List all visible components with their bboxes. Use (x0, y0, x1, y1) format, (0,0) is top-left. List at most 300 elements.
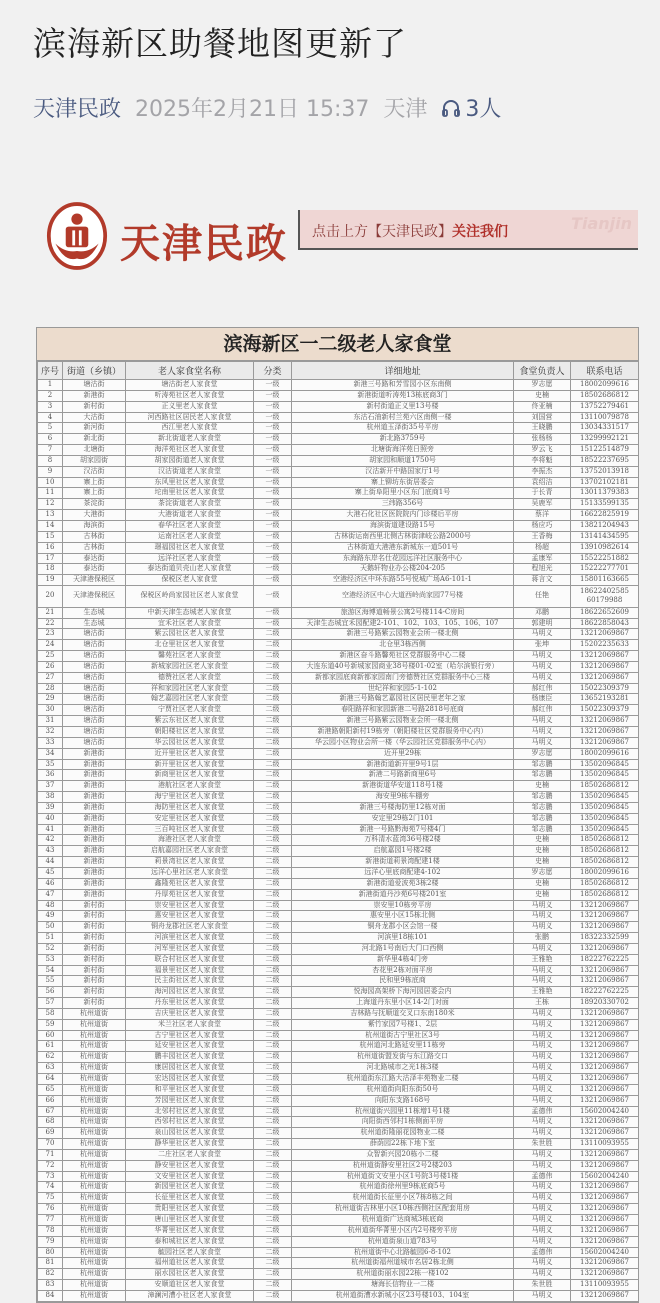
col-index-cell: 64 (38, 1074, 63, 1085)
col-phone-cell: 15202235633 (571, 640, 639, 651)
col-canteen-name-cell: 启航嘉园社区老人家食堂 (126, 846, 254, 857)
col-address-cell: 天鹅轩物业办公楼204-205 (292, 564, 514, 575)
col-index-cell: 84 (38, 1290, 63, 1301)
col-level-cell: 二级 (254, 922, 292, 933)
col-level-cell: 二级 (254, 867, 292, 878)
col-canteen-name-cell: 新开里社区老人家食堂 (126, 759, 254, 770)
col-address-cell: 杭州道街静安里社区2号2楼203 (292, 1160, 514, 1171)
table-row (38, 759, 639, 770)
col-level-cell: 二级 (254, 1258, 292, 1269)
table-row (38, 846, 639, 857)
col-manager-cell: 马明义 (514, 1117, 571, 1128)
col-canteen-name-cell: 贵阳里社区老人家食堂 (126, 1204, 254, 1215)
table-row (38, 1280, 639, 1291)
table-row (38, 629, 639, 640)
col-index-cell: 70 (38, 1139, 63, 1150)
col-canteen-name-cell: 祥和家园社区老人家食堂 (126, 683, 254, 694)
col-level-cell: 二级 (254, 748, 292, 759)
col-manager-cell: 马明义 (514, 737, 571, 748)
col-level-cell: 一级 (254, 390, 292, 401)
col-manager-cell: 罗志愿 (514, 748, 571, 759)
col-manager-cell: 马明义 (514, 1290, 571, 1301)
col-level-cell: 一级 (254, 586, 292, 608)
table-row (38, 857, 639, 868)
table-row (38, 824, 639, 835)
col-level-cell: 一级 (254, 499, 292, 510)
col-address-cell: 新港街道丹沙苑6号楼201室 (292, 889, 514, 900)
col-index-cell: 30 (38, 705, 63, 716)
col-street-cell: 杭州道街 (63, 1128, 126, 1139)
col-phone-cell: 13212069867 (571, 1008, 639, 1019)
table-row (38, 1214, 639, 1225)
col-manager-cell: 蒋言文 (514, 575, 571, 586)
col-street-cell: 新港街 (63, 813, 126, 824)
col-manager-cell: 蔡洋 (514, 510, 571, 521)
col-manager-cell: 马明义 (514, 1052, 571, 1063)
col-street-cell: 新港街 (63, 835, 126, 846)
col-street-cell: 杭州道街 (63, 1106, 126, 1117)
col-address-cell: 杭州道街向阳东街50号 (292, 1084, 514, 1095)
col-street-cell: 新村街 (63, 922, 126, 933)
table-row (38, 737, 639, 748)
col-manager-cell: 史楠 (514, 835, 571, 846)
follow-prefix: 点击上方【天津民政】 (312, 224, 452, 240)
table-row (38, 792, 639, 803)
col-street-cell: 胡家园街 (63, 455, 126, 466)
col-street-cell: 杭州道街 (63, 1019, 126, 1030)
col-index-cell: 4 (38, 412, 63, 423)
col-street-cell: 泰达街 (63, 553, 126, 564)
col-phone-cell: 16622825919 (571, 510, 639, 521)
col-manager-cell: 马明义 (514, 1041, 571, 1052)
col-index-cell: 2 (38, 390, 63, 401)
col-canteen-name-cell: 新商里社区老人家食堂 (126, 770, 254, 781)
col-address-cell: 杭州道街漕水新城小区23号楼103、104室 (292, 1290, 514, 1301)
col-level-cell: 一级 (254, 510, 292, 521)
col-canteen-name-cell: 民主街社区老人家食堂 (126, 976, 254, 987)
col-manager-cell: 杨应巧 (514, 520, 571, 531)
listen-button[interactable] (441, 92, 501, 123)
col-street-cell: 塘沽街 (63, 716, 126, 727)
col-phone-cell: 13212069867 (571, 716, 639, 727)
col-phone-cell: 18002099616 (571, 748, 639, 759)
col-address-cell: 新港街道莉景湾配建1楼 (292, 857, 514, 868)
table-row (38, 1084, 639, 1095)
col-manager-cell: 罗志愿 (514, 867, 571, 878)
col-street-cell: 新港街 (63, 802, 126, 813)
col-index-cell: 37 (38, 781, 63, 792)
col-canteen-name-cell: 新北街道老人家食堂 (126, 434, 254, 445)
col-canteen-name-cell: 海防里社区老人家食堂 (126, 802, 254, 813)
col-canteen-name-cell: 古宁里社区老人家食堂 (126, 1030, 254, 1041)
col-phone-cell: 15022309379 (571, 683, 639, 694)
col-address-cell: 东沽石油新村兰苑六区南侧一楼 (292, 412, 514, 423)
col-index-cell: 25 (38, 651, 63, 662)
col-phone-cell: 13502096845 (571, 813, 639, 824)
col-level-cell: 二级 (254, 889, 292, 900)
col-manager-cell: 马明义 (514, 1063, 571, 1074)
col-manager-cell: 史楠 (514, 878, 571, 889)
col-phone-cell: 13212069867 (571, 651, 639, 662)
table-row (38, 586, 639, 608)
article-date: 2025年2月21日 15:37 (135, 97, 370, 122)
col-index-cell: 38 (38, 792, 63, 803)
col-manager-cell: 史楠 (514, 889, 571, 900)
col-street-cell: 塘沽街 (63, 705, 126, 716)
article-source[interactable]: 天津民政 (33, 97, 122, 122)
table-row (38, 1052, 639, 1063)
col-phone-cell: 18502686812 (571, 878, 639, 889)
table-row (38, 705, 639, 716)
col-canteen-name-cell: 正义里老人家食堂 (126, 401, 254, 412)
col-street-cell: 汉沽街 (63, 466, 126, 477)
col-level-cell: 二级 (254, 1074, 292, 1085)
table-row (38, 553, 639, 564)
col-phone-cell: 13212069867 (571, 922, 639, 933)
col-index-cell: 69 (38, 1128, 63, 1139)
col-index-cell: 48 (38, 900, 63, 911)
col-canteen-name-cell: 宜禾社区老人家食堂 (126, 618, 254, 629)
col-manager-cell: 朱世胜 (514, 1139, 571, 1150)
table-row (38, 976, 639, 987)
col-index-cell: 51 (38, 933, 63, 944)
col-address-cell: 新港三号路翰艺嘉园社区居民里老年之家 (292, 694, 514, 705)
col-phone-cell: 18522237695 (571, 455, 639, 466)
table-row (38, 998, 639, 1009)
col-phone-cell: 18920330702 (571, 998, 639, 1009)
table-row (38, 455, 639, 466)
col-index-cell: 27 (38, 672, 63, 683)
col-level-cell: 一级 (254, 412, 292, 423)
col-address-cell: 三纬路356号 (292, 499, 514, 510)
col-phone-cell: 18502686812 (571, 857, 639, 868)
col-index-cell: 49 (38, 911, 63, 922)
col-manager-cell: 马明义 (514, 716, 571, 727)
col-level-cell: 一级 (254, 575, 292, 586)
col-address-cell: 新北路3759号 (292, 434, 514, 445)
col-level-cell: 二级 (254, 802, 292, 813)
col-street-cell: 杭州道街 (63, 1225, 126, 1236)
table-row (38, 672, 639, 683)
col-index-cell: 9 (38, 466, 63, 477)
col-level-cell: 二级 (254, 1008, 292, 1019)
col-level-cell: 一级 (254, 380, 292, 391)
col-phone-cell: 13212069867 (571, 737, 639, 748)
col-phone-cell: 18622858043 (571, 618, 639, 629)
headphones-icon (441, 97, 461, 119)
col-address-cell: 民和里9栋底商 (292, 976, 514, 987)
col-address-cell: 汉沽新开中路国家厅1号 (292, 466, 514, 477)
table-row (38, 1171, 639, 1182)
header-col-level: 分类 (254, 362, 292, 380)
col-index-cell: 73 (38, 1171, 63, 1182)
col-canteen-name-cell: 泉山园社区老人家食堂 (126, 1128, 254, 1139)
header-col-manager: 食堂负责人 (514, 362, 571, 380)
col-index-cell: 80 (38, 1247, 63, 1258)
col-street-cell: 杭州道街 (63, 1084, 126, 1095)
col-index-cell: 74 (38, 1182, 63, 1193)
tianjin-minzheng-banner (44, 192, 640, 292)
col-street-cell: 寨上街 (63, 488, 126, 499)
col-phone-cell: 13212069867 (571, 1074, 639, 1085)
col-phone-cell: 13212069867 (571, 1019, 639, 1030)
col-canteen-name-cell: 莉景湾社区老人家食堂 (126, 857, 254, 868)
col-manager-cell: 邹志鹏 (514, 759, 571, 770)
table-row (38, 661, 639, 672)
col-canteen-name-cell: 远洋心里社区老人家食堂 (126, 867, 254, 878)
col-level-cell: 二级 (254, 1160, 292, 1171)
col-address-cell: 春阳路祥和家园新港二号路2818号底商 (292, 705, 514, 716)
table-row (38, 770, 639, 781)
col-index-cell: 12 (38, 499, 63, 510)
col-street-cell: 寨上街 (63, 477, 126, 488)
table-row (38, 1160, 639, 1171)
table-row (38, 390, 639, 401)
col-level-cell: 二级 (254, 705, 292, 716)
table-row (38, 813, 639, 824)
col-street-cell: 新村街 (63, 911, 126, 922)
col-address-cell: 杭州道街徐州里9栋底商5号 (292, 1182, 514, 1193)
col-index-cell: 52 (38, 943, 63, 954)
col-street-cell: 北塘街 (63, 445, 126, 456)
col-street-cell: 大港街 (63, 510, 126, 521)
col-index-cell: 58 (38, 1008, 63, 1019)
col-address-cell: 东海路东岸名仕花园远洋社区服务中心 (292, 553, 514, 564)
col-address-cell: 薛荫园22栋下地下室 (292, 1139, 514, 1150)
col-canteen-name-cell: 馨苑社区老人家食堂 (126, 651, 254, 662)
col-index-cell: 33 (38, 737, 63, 748)
col-canteen-name-cell: 延安里社区老人家食堂 (126, 1041, 254, 1052)
header-col-index: 序号 (38, 362, 63, 380)
col-address-cell: 新港三号楼海防里12栋对面 (292, 802, 514, 813)
col-phone-cell: 15522251882 (571, 553, 639, 564)
col-level-cell: 二级 (254, 759, 292, 770)
col-level-cell: 二级 (254, 1214, 292, 1225)
col-canteen-name-cell: 大港街道老人家食堂 (126, 510, 254, 521)
col-level-cell: 二级 (254, 1269, 292, 1280)
col-manager-cell: 马明义 (514, 1258, 571, 1269)
col-street-cell: 新村街 (63, 954, 126, 965)
col-phone-cell: 15022309379 (571, 705, 639, 716)
col-phone-cell: 13502096845 (571, 792, 639, 803)
col-manager-cell: 马明义 (514, 1204, 571, 1215)
col-canteen-name-cell: 宁贾社区老人家食堂 (126, 705, 254, 716)
col-index-cell: 15 (38, 531, 63, 542)
col-level-cell: 一级 (254, 542, 292, 553)
col-manager-cell: 马明义 (514, 1074, 571, 1085)
col-phone-cell: 18502686812 (571, 889, 639, 900)
col-level-cell: 一级 (254, 488, 292, 499)
col-manager-cell: 邹志鹏 (514, 824, 571, 835)
col-level-cell: 二级 (254, 933, 292, 944)
col-level-cell: 二级 (254, 1063, 292, 1074)
col-address-cell: 新港二号路新商里6号 (292, 770, 514, 781)
col-index-cell: 54 (38, 965, 63, 976)
col-phone-cell: 13110093955 (571, 1280, 639, 1291)
col-canteen-name-cell: 海宁里社区老人家食堂 (126, 792, 254, 803)
col-address-cell: 安定里29栋2门101 (292, 813, 514, 824)
col-index-cell: 28 (38, 683, 63, 694)
col-manager-cell: 史楠 (514, 781, 571, 792)
col-index-cell: 75 (38, 1193, 63, 1204)
col-address-cell: 向阳街西邻村1栋侧面平房 (292, 1117, 514, 1128)
col-level-cell: 一级 (254, 445, 292, 456)
col-level-cell: 二级 (254, 1052, 292, 1063)
col-canteen-name-cell: 福景里社区老人家食堂 (126, 965, 254, 976)
col-street-cell: 新港街 (63, 792, 126, 803)
col-canteen-name-cell: 泰和城社区老人家食堂 (126, 1236, 254, 1247)
col-phone-cell: 13212069867 (571, 1236, 639, 1247)
col-index-cell: 72 (38, 1160, 63, 1171)
col-index-cell: 62 (38, 1052, 63, 1063)
col-canteen-name-cell: 远洋社区老人家食堂 (126, 553, 254, 564)
col-street-cell: 新港街 (63, 846, 126, 857)
col-address-cell: 旅游区海博道畅景公寓2号楼114-C房间 (292, 607, 514, 618)
col-level-cell: 二级 (254, 694, 292, 705)
col-address-cell: 杭州道街隆丽花园物业二楼 (292, 1128, 514, 1139)
col-canteen-name-cell: 静华里社区老人家食堂 (126, 1139, 254, 1150)
col-address-cell: 河北路1号南后大门口西侧 (292, 943, 514, 954)
table-row (38, 954, 639, 965)
col-phone-cell: 13212069867 (571, 661, 639, 672)
col-canteen-name-cell: 茶淀街道老人家食堂 (126, 499, 254, 510)
col-street-cell: 新港街 (63, 857, 126, 868)
col-level-cell: 二级 (254, 661, 292, 672)
col-street-cell: 塘沽街 (63, 694, 126, 705)
col-phone-cell: 15602004240 (571, 1247, 639, 1258)
col-phone-cell: 13212069867 (571, 1063, 639, 1074)
table-row (38, 412, 639, 423)
col-index-cell: 21 (38, 607, 63, 618)
col-manager-cell: 刘国营 (514, 412, 571, 423)
col-level-cell: 二级 (254, 954, 292, 965)
col-street-cell: 杭州道街 (63, 1149, 126, 1160)
col-address-cell: 铜舟龙郡小区会馆一楼 (292, 922, 514, 933)
col-canteen-name-cell: 紫云园社区老人家食堂 (126, 629, 254, 640)
col-index-cell: 41 (38, 824, 63, 835)
col-street-cell: 新村街 (63, 987, 126, 998)
col-manager-cell: 张杨杨 (514, 434, 571, 445)
col-level-cell: 二级 (254, 1204, 292, 1215)
col-address-cell: 新港三号路紫云园物业会所一楼北侧 (292, 629, 514, 640)
table-row (38, 477, 639, 488)
col-phone-cell: 13110079878 (571, 412, 639, 423)
table-row (38, 1149, 639, 1160)
header-col-canteen-name: 老人家食堂名称 (126, 362, 254, 380)
col-level-cell: 二级 (254, 987, 292, 998)
col-phone-cell: 13502096845 (571, 759, 639, 770)
table-row (38, 835, 639, 846)
col-index-cell: 13 (38, 510, 63, 521)
col-phone-cell: 18322332599 (571, 933, 639, 944)
col-index-cell: 29 (38, 694, 63, 705)
col-address-cell: 紫竹家园7号楼1、2层 (292, 1019, 514, 1030)
minzheng-logo-icon (46, 200, 108, 272)
col-canteen-name-cell: 西邻村社区老人家食堂 (126, 1117, 254, 1128)
col-phone-cell: 13212069867 (571, 1225, 639, 1236)
col-canteen-name-cell: 海河园社区老人家食堂 (126, 987, 254, 998)
table-row (38, 499, 639, 510)
col-street-cell: 杭州道街 (63, 1052, 126, 1063)
col-index-cell: 14 (38, 520, 63, 531)
col-address-cell: 杭州道街福州道城市名居2栋北侧 (292, 1258, 514, 1269)
col-street-cell: 新村街 (63, 943, 126, 954)
table-row (38, 1290, 639, 1301)
col-canteen-name-cell: 安定里社区老人家食堂 (126, 813, 254, 824)
col-address-cell: 新港三号路和芳雪园小区东南侧 (292, 380, 514, 391)
col-manager-cell: 马明义 (514, 1225, 571, 1236)
table-header-row (38, 362, 639, 380)
col-manager-cell: 史楠 (514, 846, 571, 857)
col-level-cell: 二级 (254, 1193, 292, 1204)
table-row (38, 1074, 639, 1085)
col-level-cell: 二级 (254, 1290, 292, 1301)
col-index-cell: 50 (38, 922, 63, 933)
col-street-cell: 新港街 (63, 390, 126, 401)
col-manager-cell: 马明义 (514, 1193, 571, 1204)
col-phone-cell: 13212069867 (571, 1193, 639, 1204)
col-address-cell: 杭州道街文安里小区1号院3号楼1楼 (292, 1171, 514, 1182)
col-manager-cell: 朱世胜 (514, 1280, 571, 1291)
col-street-cell: 塘沽街 (63, 737, 126, 748)
col-index-cell: 34 (38, 748, 63, 759)
table-row (38, 987, 639, 998)
col-manager-cell: 孟德伟 (514, 1247, 571, 1258)
col-phone-cell: 13821204943 (571, 520, 639, 531)
col-index-cell: 5 (38, 423, 63, 434)
col-phone-cell: 18502686812 (571, 835, 639, 846)
col-canteen-name-cell: 崇安里社区老人家食堂 (126, 900, 254, 911)
col-level-cell: 二级 (254, 640, 292, 651)
table-row (38, 564, 639, 575)
col-address-cell: 杭州道街盟发街与东江路交口 (292, 1052, 514, 1063)
col-level-cell: 二级 (254, 1171, 292, 1182)
col-address-cell: 华云园小区物业会所一楼（华云园社区党群服务中心内） (292, 737, 514, 748)
col-manager-cell: 罗志愿 (514, 380, 571, 391)
col-canteen-name-cell: 璟福园社区老人家食堂 (126, 542, 254, 553)
col-canteen-name-cell: 泰达街道贝壳山老人家食堂 (126, 564, 254, 575)
col-street-cell: 杭州道街 (63, 1290, 126, 1301)
table-row (38, 727, 639, 738)
col-canteen-name-cell: 北邻村社区老人家食堂 (126, 1106, 254, 1117)
col-canteen-name-cell: 河西路社区居民老人家食堂 (126, 412, 254, 423)
col-index-cell: 47 (38, 889, 63, 900)
col-index-cell: 1 (38, 380, 63, 391)
col-address-cell: 海安里9栋车棚旁 (292, 792, 514, 803)
header-col-phone: 联系电话 (571, 362, 639, 380)
col-address-cell: 向阳东支路168号 (292, 1095, 514, 1106)
table-row (38, 1117, 639, 1128)
col-index-cell: 35 (38, 759, 63, 770)
col-street-cell: 古林街 (63, 542, 126, 553)
col-manager-cell: 郝红伟 (514, 705, 571, 716)
table-row (38, 542, 639, 553)
col-level-cell: 一级 (254, 423, 292, 434)
col-level-cell: 一级 (254, 434, 292, 445)
col-street-cell: 生态城 (63, 618, 126, 629)
table-row (38, 1106, 639, 1117)
table-row (38, 1258, 639, 1269)
col-manager-cell: 马明义 (514, 1008, 571, 1019)
col-level-cell: 二级 (254, 835, 292, 846)
col-level-cell: 二级 (254, 976, 292, 987)
col-address-cell: 新港街道新开里9号1层 (292, 759, 514, 770)
col-street-cell: 新港街 (63, 759, 126, 770)
table-row (38, 488, 639, 499)
table-row (38, 781, 639, 792)
col-street-cell: 新港街 (63, 824, 126, 835)
col-street-cell: 杭州道街 (63, 1074, 126, 1085)
